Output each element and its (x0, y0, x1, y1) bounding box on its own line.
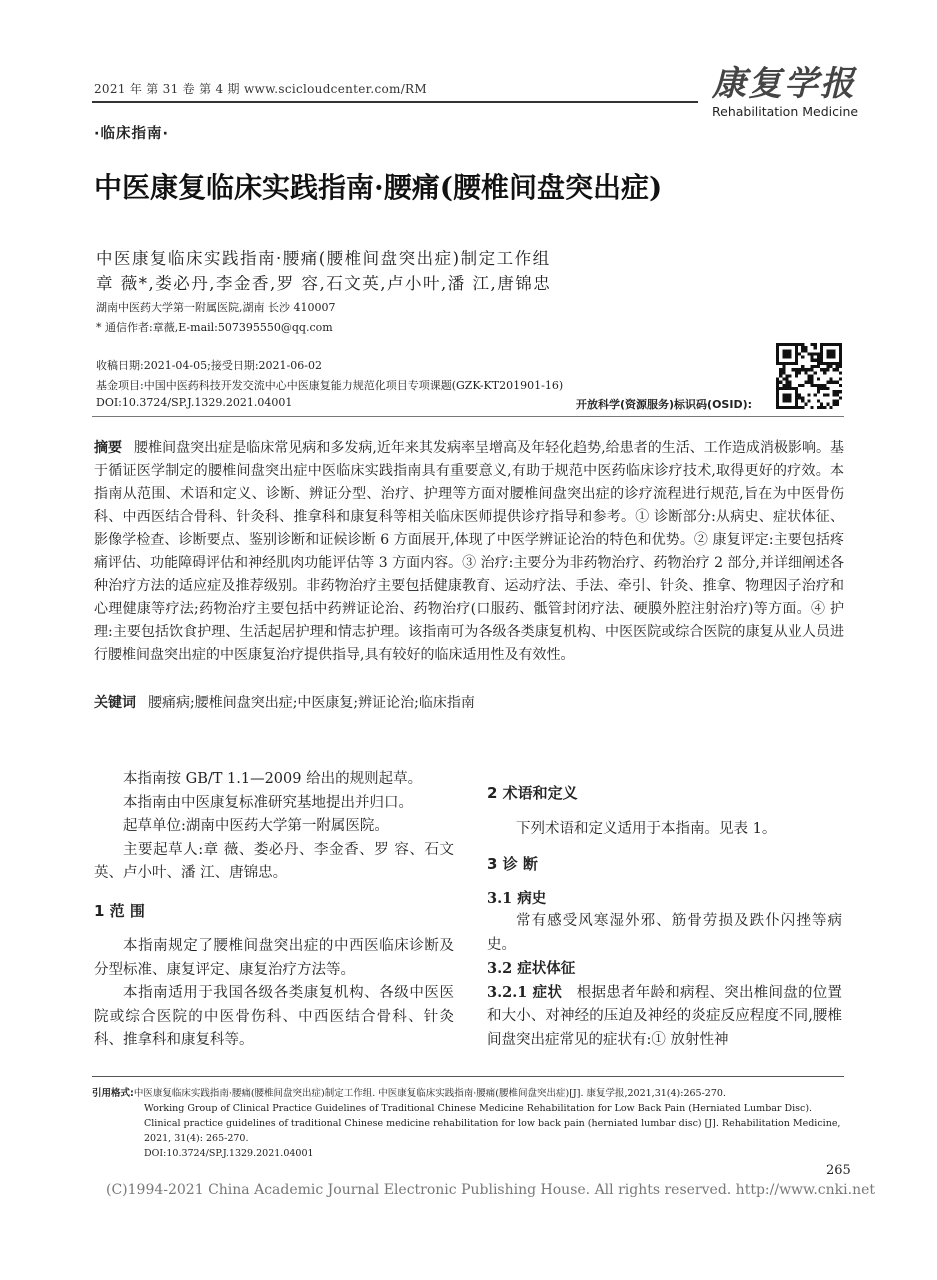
para-terms: 下列术语和定义适用于本指南。见表 1。 (516, 820, 777, 837)
affiliation: 湖南中医药大学第一附属医院,湖南 长沙 410007 (96, 301, 336, 314)
osid-label: 开放科学(资源服务)标识码(OSID): (576, 398, 753, 411)
issue-line: 2021 年 第 31 卷 第 4 期 www.scicloudcenter.com/RM (94, 82, 427, 96)
keywords-label: 关键词 (94, 695, 136, 711)
heading-diagnosis: 3 诊 断 (487, 855, 538, 873)
right-column (487, 768, 842, 1052)
para-drafting-unit: 起草单位:湖南中医药大学第一附属医院。 (123, 818, 389, 834)
corresponding-author: * 通信作者:章薇,E-mail:507395550@qq.com (96, 321, 333, 334)
para-standard: 本指南按 GB/T 1.1—2009 给出的规则起草。 (123, 771, 423, 787)
para-proposer: 本指南由中医康复标准研究基地提出并归口。 (123, 794, 413, 811)
para-symptoms (487, 981, 842, 1053)
working-group: 中医康复临床实践指南·腰痛(腰椎间盘突出症)制定工作组 (96, 249, 551, 268)
citation-block (92, 1086, 844, 1161)
copyright-line: (C)1994-2021 China Academic Journal Electronic Publishing House. All rights reserved. http://www.cnki.net (106, 1182, 876, 1198)
citation-label: 引用格式: (92, 1088, 134, 1099)
citation-doi[interactable]: DOI:10.3724/SP.J.1329.2021.04001 (144, 1148, 314, 1159)
citation-rule (92, 1076, 844, 1077)
received-date: 收稿日期:2021-04-05;接受日期:2021-06-02 (96, 359, 322, 372)
page-number: 265 (826, 1163, 851, 1178)
osid-qr-code[interactable] (776, 343, 842, 409)
heading-history: 3.1 病史 (487, 889, 547, 907)
heading-symptoms: 3.2.1 症状 (487, 983, 563, 1001)
symptoms-text: 根据患者年龄和病程、突出椎间盘的位置和大小、对神经的压迫及神经的炎症反应程度不同,腰椎间盘突出症常见的症状有:① 放射性神 (487, 984, 842, 1048)
left-column (94, 768, 454, 1053)
keywords (94, 692, 844, 712)
journal-logo: 康复学报 (712, 64, 856, 104)
meta-divider (92, 416, 844, 417)
citation-cn: 中医康复临床实践指南·腰痛(腰椎间盘突出症)制定工作组. 中医康复临床实践指南·腰痛(腰椎间盘突出症)[J]. 康复学报,2021,31(4):265-270. (133, 1088, 726, 1099)
author-list: 章 薇*,娄必丹,李金香,罗 容,石文英,卢小叶,潘 江,唐锦忠 (96, 274, 552, 293)
abstract-label: 摘要 (94, 440, 123, 456)
heading-scope: 1 范 围 (94, 901, 145, 920)
header-rule (92, 101, 698, 103)
abstract-text: 腰椎间盘突出症是临床常见病和多发病,近年来其发病率呈增高及年轻化趋势,给患者的生活、工作造成消极影响。基于循证医学制定的腰椎间盘突出症中医临床实践指南具有重要意义,有助于规范中医药临床诊疗技术,取得更好的疗效。本指南从范围、术语和定义、诊断、辨证分型、治疗、护理等方面对腰椎间盘突出症的诊疗流程进行规范,旨在为中医骨伤科、中西医结合骨科、针灸科、推拿科和康复科等相关临床医师提供诊疗指导和参考。① 诊断部分:从病史、症状体征、影像学检查、诊断要点、鉴别诊断和证候诊断 6 方面展开,体现了中医学辨证论治的特色和优势。② 康复评定:主要包括疼痛评估、功能障碍评估和神经肌肉功能评估等 3 方面内容。③ 治疗:主要分为非药物治疗、药物治疗 2 部分,并详细阐述各种治疗方法的适应症及推荐级别。非药物治疗主要包括健康教育、运动疗法、手法、牵引、针灸、推拿、物理因子治疗和心理健康等疗法;药物治疗主要包括中药辨证论治、药物治疗(口服药、骶管封闭疗法、硬膜外腔注射治疗)等方面。④ 护理:主要包括饮食护理、生活起居护理和情志护理。该指南可为各级各类康复机构、中医医院或综合医院的康复从业人员进行腰椎间盘突出症的中医康复治疗提供指导,具有较好的临床适用性及有效性。 (94, 440, 844, 663)
para-history: 常有感受风寒湿外邪、筋骨劳损及跌仆闪挫等病史。 (487, 913, 842, 953)
citation-en: Working Group of Clinical Practice Guidelines of Traditional Chinese Medicine Rehabilitation for Low Back Pain (Herniated Lumbar Disc). Clinical practice guidelines of traditional Chinese medicine rehabilitation for low back pain (herniated lumbar disc) [J]. Rehabilitation Medicine, 2021, 31(4): 265-270. (144, 1103, 841, 1144)
para-scope-2: 本指南适用于我国各级各类康复机构、各级中医医院或综合医院的中医骨伤科、中西医结合骨科、针灸科、推拿科和康复科等。 (94, 985, 454, 1048)
doi[interactable]: DOI:10.3724/SP.J.1329.2021.04001 (96, 396, 293, 409)
abstract (94, 437, 844, 667)
para-scope-1: 本指南规定了腰椎间盘突出症的中西医临床诊断及分型标准、康复评定、康复治疗方法等。 (94, 938, 454, 978)
journal-english-name: Rehabilitation Medicine (712, 104, 859, 119)
para-drafters: 主要起草人:章 薇、娄必丹、李金香、罗 容、石文英、卢小叶、潘 江、唐锦忠。 (94, 841, 454, 881)
keywords-text: 腰痛病;腰椎间盘突出症;中医康复;辨证论治;临床指南 (148, 695, 475, 711)
heading-terms: 2 术语和定义 (487, 784, 578, 802)
fund-info: 基金项目:中国中医药科技开发交流中心中医康复能力规范化项目专项课题(GZK-KT201901-16) (96, 379, 564, 392)
heading-symptoms-signs: 3.2 症状体征 (487, 960, 576, 977)
section-tag: ·临床指南· (94, 126, 170, 142)
article-title: 中医康复临床实践指南·腰痛(腰椎间盘突出症) (94, 171, 663, 204)
